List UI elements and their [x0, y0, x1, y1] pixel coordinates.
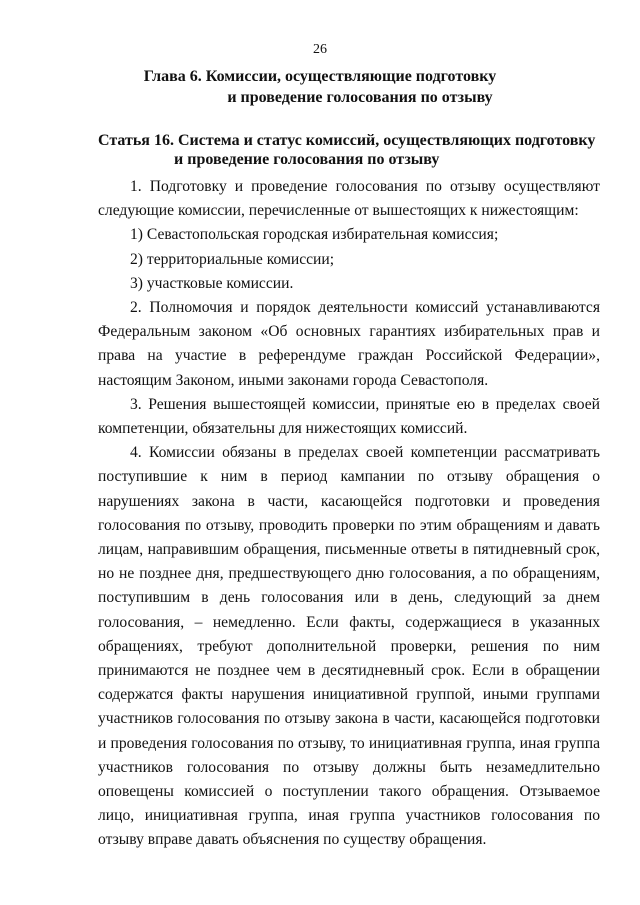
paragraph-2: 2. Полномочия и порядок деятельности комиссий устанавливаются Федеральным законом «Об основных гарантиях избирательных прав и права на участие в референдуме граждан Российской Федерации», настоящим Законом, иными законами города Севастополя.: [98, 299, 600, 389]
list-item-3: 3) участковые комиссии.: [130, 274, 294, 292]
paragraph-1: 1. Подготовку и проведение голосования по отзыву осуществляют следующие комиссии, перечисленные от вышестоящих к нижестоящим:: [98, 178, 600, 220]
chapter-heading-line2: и проведение голосования по отзыву: [227, 89, 493, 106]
article-heading-line2: и проведение голосования по отзыву: [174, 151, 440, 168]
list-item-2: 2) территориальные комиссии;: [130, 250, 335, 268]
chapter-heading: [0, 66, 640, 108]
article-body: [98, 175, 600, 853]
page-number: 26: [313, 42, 327, 57]
paragraph-3: 3. Решения вышестоящей комиссии, принятые ею в пределах своей компетенции, обязательны для нижестоящих комиссий.: [98, 395, 600, 438]
paragraph-4: 4. Комиссии обязаны в пределах своей компетенции рассматривать поступившие к ним в период кампании по отзыву обращения о нарушениях закона в части, касающейся подготовки и проведения голосования по отзыву, проводить проверки по этим обращениям и давать лицам, направившим обращения, письменные ответы в пятидневный срок, но не позднее дня, предшествующего дню голосования, а по обращениям, поступившим в день голосования или в день, следующий за днем голосования, – немедленно. Если факты, содержащиеся в указанных обращениях, требуют дополнительной проверки, решения по ним принимаются не позднее чем в десятидневный срок. Если в обращении содержатся факты нарушения инициативной группой, иными группами участников голосования по отзыву закона в части, касающейся подготовки и проведения голосования по отзыву, то инициативная группа, иная группа участников голосования по отзыву должны быть незамедлительно оповещены комиссией о поступлении такого обращения. Отзываемое лицо, инициативная группа, иная группа участников голосования по отзыву вправе давать объяснения по существу обращения.: [98, 444, 600, 849]
chapter-heading-line1: Глава 6. Комиссии, осуществляющие подготовку: [143, 68, 497, 85]
article-heading-line1: Статья 16. Система и статус комиссий, осуществляющих подготовку: [98, 132, 596, 149]
article-heading: [98, 131, 598, 169]
list-item-1: 1) Севастопольская городская избирательная комиссия;: [130, 226, 499, 244]
